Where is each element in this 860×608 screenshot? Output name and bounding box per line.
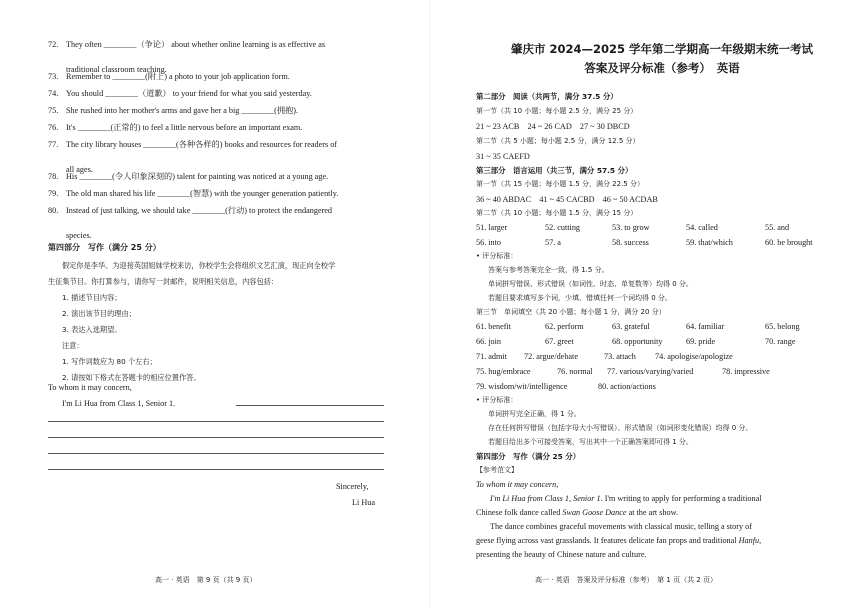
part3-section3-header: 第三节 单词填空（共 20 小题；每小题 1 分，满分 20 分）: [476, 308, 666, 316]
answer-62: 62. perform: [545, 322, 584, 331]
note-2: 2. 请按如下格式在答题卡的相应位置作答。: [62, 373, 201, 382]
sample-paragraph-2: The dance combines graceful movements with classical music, telling a story of: [490, 522, 752, 531]
answer-68: 68. opportunity: [612, 337, 663, 346]
sample-essay-label: 【参考范文】: [476, 466, 518, 474]
answer-57: 57. a: [545, 238, 561, 247]
section2-criterion-1: 答案与参考答案完全一致，得 1.5 分。: [488, 266, 609, 274]
sample-paragraph-2-cont: geese flying across vast grasslands. It features delicate fan props and traditional Hanfu,: [476, 536, 762, 545]
question-74: 74. You should ________（道歉） to your friend for what you said yesterday.: [48, 89, 312, 98]
question-80: 80. Instead of just talking, we should take ________(行动) to protect the endangered species.: [48, 206, 333, 240]
answer-64: 64. familiar: [686, 322, 725, 331]
section3-answer-row: [476, 336, 856, 348]
section3-criteria-label: • 评分标准：: [476, 396, 518, 404]
content-point-1: 1. 描述节目内容；: [62, 293, 122, 302]
question-79: 79. The old man shared his life ________(智慧) with the younger generation patiently.: [48, 189, 339, 198]
notes-label: 注意：: [62, 341, 84, 350]
section3-answer-row: [476, 321, 856, 333]
answer-74: 74. apologise/apologize: [655, 352, 733, 361]
answer-79: 79. wisdom/wit/intelligence: [476, 382, 568, 391]
part2-section2-header: 第二节（共 5 小题；每小题 2.5 分，满分 12.5 分）: [476, 137, 640, 145]
part3-section2-header: 第二节（共 10 小题；每小题 1.5 分，满分 15 分）: [476, 209, 638, 217]
part3-title: 第三部分 语言运用（共三节，满分 57.5 分）: [476, 166, 633, 175]
answer-line: [48, 453, 384, 454]
answer-61: 61. benefit: [476, 322, 512, 331]
answer-72: 72. argue/debate: [524, 352, 578, 361]
question-77: 77. The city library houses ________(各种各样的) books and resources for readers of all ages.: [48, 140, 338, 174]
answer-54: 54. called: [686, 223, 718, 232]
question-75: 75. She rushed into her mother's arms and gave her a big ________(拥抱).: [48, 106, 299, 115]
answer-59: 59. that/which: [686, 238, 733, 247]
part2-section1-answers: 21 ~ 23 ACB 24 ~ 26 CAD 27 ~ 30 DBCD: [476, 122, 630, 131]
part2-section1-header: 第一节（共 10 小题；每小题 2.5 分，满分 25 分）: [476, 107, 638, 115]
page-footer: 高一 · 英语 答案及评分标准（参考） 第 1 页（共 2 页）: [535, 576, 717, 584]
letter-intro: I'm Li Hua from Class 1, Senior 1.: [62, 399, 176, 408]
answer-key-subtitle: 答案及评分标准（参考） 英语: [584, 61, 740, 75]
answer-key-page-1: [430, 0, 860, 608]
sample-paragraph-1: I'm Li Hua from Class 1, Senior 1. I'm writing to apply for performing a traditional: [490, 494, 762, 503]
writing-section-title: 第四部分 写作（满分 25 分）: [48, 243, 161, 252]
answer-line: [48, 437, 384, 438]
answer-66: 66. join: [476, 337, 502, 346]
letter-salutation: To whom it may concern,: [48, 383, 132, 392]
section3-criterion-1: 单词拼写完全正确，得 1 分。: [488, 410, 581, 418]
answer-58: 58. success: [612, 238, 649, 247]
question-76: 76. It's ________(正常的) to feel a little nervous before an important exam.: [48, 123, 303, 132]
sample-paragraph-2-end: presenting the beauty of Chinese nature and culture.: [476, 550, 647, 559]
section3-answer-row: [476, 381, 856, 393]
part4-title: 第四部分 写作（满分 25 分）: [476, 452, 581, 461]
section3-answer-row: [476, 351, 856, 363]
answer-55: 55. and: [765, 223, 790, 232]
part2-title: 第二部分 阅读（共两节，满分 37.5 分）: [476, 92, 618, 101]
note-1: 1. 写作词数应为 80 个左右；: [62, 357, 157, 366]
answer-line: [236, 405, 384, 406]
section3-criterion-2: 存在任何拼写错误（包括字母大小写错误）、形式错误（如词形变化错误）均得 0 分。: [488, 424, 753, 432]
content-point-3: 3. 表达入选期望。: [62, 325, 122, 334]
answer-key-title: 肇庆市 2024—2025 学年第二学期高一年级期末统一考试: [510, 42, 814, 56]
answer-80: 80. action/actions: [598, 382, 656, 391]
writing-prompt-line-1: 假定你是李华。为迎接英国姐妹学校来访，你校学生会将组织文艺汇演，现正向全校学: [62, 261, 336, 270]
answer-65: 65. belong: [765, 322, 800, 331]
question-73: 73. Remember to ________(附上) a photo to your job application form.: [48, 72, 290, 81]
section3-criterion-3: 若题目给出多个可接受答案，写出其中一个正确答案即可得 1 分。: [488, 438, 693, 446]
answer-60: 60. be brought: [765, 238, 813, 247]
section2-criterion-3: 若题目要求填写多个词，少填、错填任何一个词均得 0 分。: [488, 294, 672, 302]
section2-answer-row: [476, 222, 856, 234]
content-point-2: 2. 演出该节目的理由；: [62, 309, 136, 318]
part2-section2-answers: 31 ~ 35 CAEFD: [476, 152, 530, 161]
section2-criterion-2: 单词拼写错误、形式错误（如词性、时态、单复数等）均得 0 分。: [488, 280, 693, 288]
question-78: 78. His ________(令人印象深刻的) talent for painting was noticed at a young age.: [48, 172, 329, 181]
answer-71: 71. admit: [476, 352, 507, 361]
letter-sign-off: Sincerely,: [336, 482, 369, 491]
answer-77: 77. various/varying/varied: [607, 367, 694, 376]
answer-69: 69. pride: [686, 337, 716, 346]
answer-line: [48, 421, 384, 422]
letter-signature: Li Hua: [352, 498, 375, 507]
answer-78: 78. impressive: [722, 367, 770, 376]
part3-section1-header: 第一节（共 15 小题；每小题 1.5 分，满分 22.5 分）: [476, 180, 644, 188]
sample-salutation: To whom it may concern,: [476, 480, 559, 489]
writing-prompt-line-2: 生征集节目。你打算参与，请你写一封邮件，说明相关信息，内容包括：: [48, 277, 279, 286]
answer-63: 63. grateful: [612, 322, 650, 331]
question-72: 72. They often ________（争论） about whether online learning is as effective as traditional classroom teaching.: [48, 40, 326, 74]
part3-section1-answers: 36 ~ 40 ABDAC 41 ~ 45 CACBD 46 ~ 50 ACDAB: [476, 195, 658, 204]
answer-75: 75. hug/embrace: [476, 367, 531, 376]
section2-answer-row: [476, 237, 856, 249]
page-footer: 高一 · 英语 第 9 页（共 9 页）: [155, 576, 257, 584]
answer-51: 51. larger: [476, 223, 508, 232]
section2-criteria-label: • 评分标准：: [476, 252, 518, 260]
section3-answer-row: [476, 366, 856, 378]
answer-70: 70. range: [765, 337, 796, 346]
answer-53: 53. to grow: [612, 223, 650, 232]
answer-line: [48, 469, 384, 470]
answer-73: 73. attach: [604, 352, 636, 361]
answer-76: 76. normal: [557, 367, 593, 376]
answer-52: 52. cutting: [545, 223, 581, 232]
sample-paragraph-1-cont: Chinese folk dance called Swan Goose Dance at the art show.: [476, 508, 679, 517]
answer-67: 67. greet: [545, 337, 574, 346]
answer-56: 56. into: [476, 238, 502, 247]
